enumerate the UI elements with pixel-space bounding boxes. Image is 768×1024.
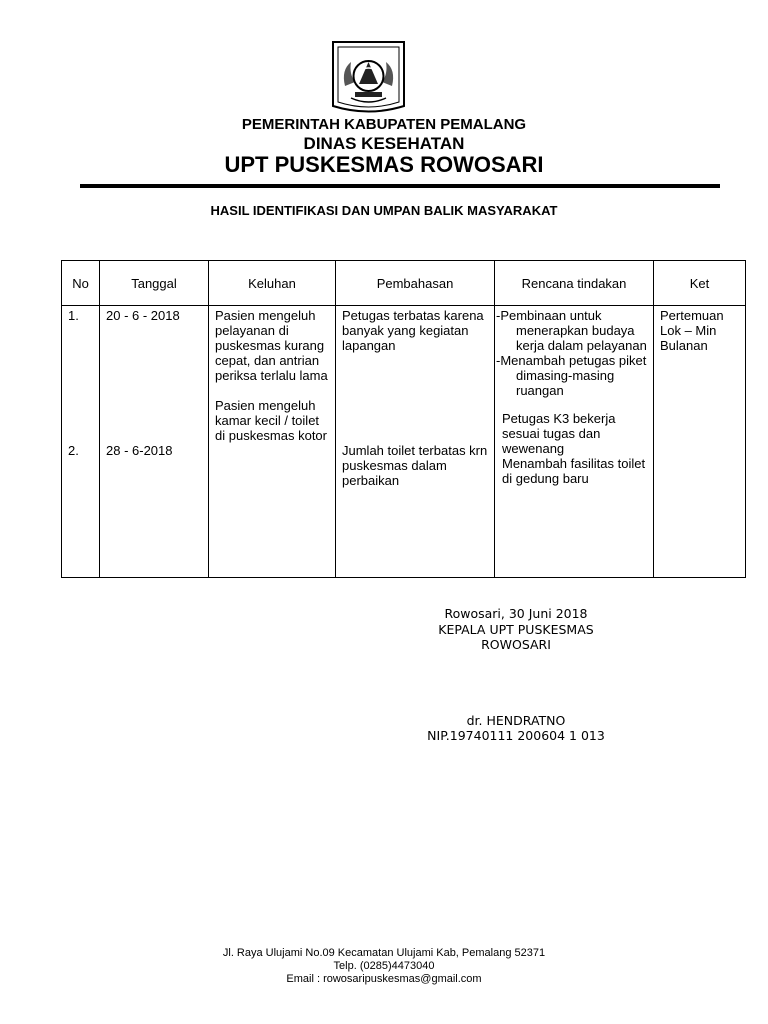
cell-tanggal bbox=[100, 306, 209, 578]
footer-email: Email : rowosaripuskesmas@gmail.com bbox=[286, 973, 482, 985]
cell-pembahasan-text: Petugas terbatas karena banyak yang kegiatan lapangan bbox=[342, 308, 484, 353]
signature-title: KEPALA UPT PUSKESMAS bbox=[438, 622, 594, 637]
cell-tanggal-text: 20 - 6 - 2018 bbox=[106, 308, 180, 323]
cell-ket-text: Pertemuan Lok – Min Bulanan bbox=[660, 308, 724, 353]
cell-ket bbox=[654, 306, 746, 578]
header-keluhan: Keluhan bbox=[209, 261, 336, 306]
cell-no-text: 1. bbox=[68, 308, 79, 323]
government-name: PEMERINTAH KABUPATEN PEMALANG bbox=[241, 116, 527, 133]
signatory-name: dr. HENDRATNO bbox=[466, 713, 566, 728]
cell-no-text: 2. bbox=[68, 443, 79, 458]
table-header-row bbox=[62, 261, 746, 306]
action-item: -Menambah petugas piket dimasing-masing ruangan bbox=[496, 353, 647, 398]
signature-place-date: Rowosari, 30 Juni 2018 bbox=[444, 606, 588, 621]
cell-keluhan-text: Pasien mengeluh kamar kecil / toilet di puskesmas kotor bbox=[215, 398, 327, 443]
header-no: No bbox=[62, 261, 100, 306]
header-divider bbox=[80, 184, 720, 188]
signature-title-continued: ROWOSARI bbox=[481, 637, 551, 652]
cell-pembahasan-text: Jumlah toilet terbatas krn puskesmas dalam perbaikan bbox=[342, 443, 488, 488]
footer-address: Jl. Raya Ulujami No.09 Kecamatan Ulujami Kab, Pemalang 52371 bbox=[222, 947, 546, 959]
department-name: DINAS KESEHATAN bbox=[303, 134, 465, 153]
document-title: HASIL IDENTIFIKASI DAN UMPAN BALIK MASYARAKAT bbox=[210, 203, 558, 218]
action-item: Petugas K3 bekerja sesuai tugas dan wewenang bbox=[502, 411, 616, 456]
row-spacer bbox=[68, 323, 93, 443]
header-tanggal: Tanggal bbox=[100, 261, 209, 306]
action-item: Menambah fasilitas toilet di gedung baru bbox=[502, 456, 646, 486]
cell-no bbox=[62, 306, 100, 578]
cell-tanggal-text: 28 - 6-2018 bbox=[106, 443, 173, 458]
cell-rencana-tindakan bbox=[495, 306, 654, 578]
header-rencana-tindakan: Rencana tindakan bbox=[495, 261, 654, 306]
cell-pembahasan bbox=[336, 306, 495, 578]
action-item: -Pembinaan untuk menerapkan budaya kerja dalam pelayanan bbox=[496, 308, 647, 353]
header-pembahasan: Pembahasan bbox=[336, 261, 495, 306]
table-row bbox=[62, 306, 746, 578]
cell-keluhan-text: Pasien mengeluh pelayanan di puskesmas kurang cepat, dan antrian periksa terlalu lama bbox=[215, 308, 328, 383]
feedback-table bbox=[61, 260, 746, 578]
row-spacer bbox=[106, 323, 202, 443]
unit-name: UPT PUSKESMAS ROWOSARI bbox=[224, 152, 544, 177]
footer-phone: Telp. (0285)4473040 bbox=[333, 960, 435, 972]
row-spacer bbox=[342, 353, 488, 443]
cell-keluhan bbox=[209, 306, 336, 578]
regency-emblem-icon bbox=[331, 40, 406, 114]
signatory-nip: NIP.19740111 200604 1 013 bbox=[427, 728, 605, 743]
row-spacer bbox=[496, 398, 647, 411]
row-spacer bbox=[215, 383, 329, 398]
header-ket: Ket bbox=[654, 261, 746, 306]
